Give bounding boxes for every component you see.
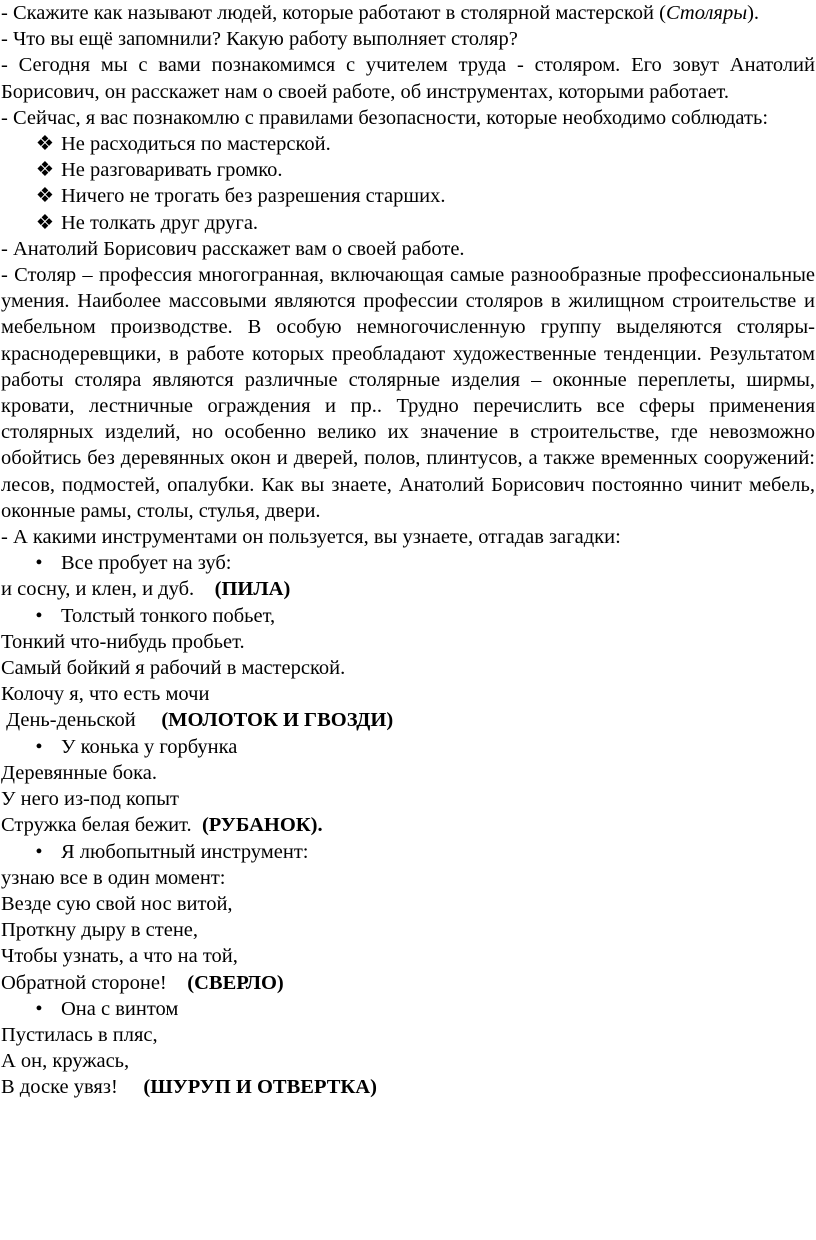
safety-intro-paragraph: - Сейчас, я вас познакомлю с правилами безопасности, которые необходимо соблюдать:	[1, 106, 769, 129]
riddle-1-line-2: и сосну, и клен, и дуб. (ПИЛА)	[1, 578, 291, 601]
diamond-bullet-icon: ❖	[35, 159, 55, 182]
list-item	[1, 996, 815, 1022]
list-item	[1, 183, 815, 209]
riddle-3-line-4: Стружка белая бежит. (РУБАНОК).	[1, 814, 323, 837]
riddle-4-answer: (СВЕРЛО)	[187, 971, 284, 994]
dot-bullet-icon: •	[35, 604, 43, 627]
dot-bullet-icon: •	[35, 735, 43, 758]
riddle-5-list	[1, 996, 815, 1022]
riddle-2-line-2: Тонкий что-нибудь пробьет.	[1, 630, 245, 653]
riddle-2-line-5: День-деньской (МОЛОТОК И ГВОЗДИ)	[6, 709, 394, 732]
riddle-1-answer: (ПИЛА)	[214, 578, 291, 601]
dot-bullet-icon: •	[35, 840, 43, 863]
rule-text: Не разговаривать громко.	[61, 159, 283, 182]
safety-rules-list	[1, 131, 815, 236]
rule-text: Ничего не трогать без разрешения старших.	[61, 185, 446, 208]
riddle-3-line-2: Деревянные бока.	[1, 761, 158, 784]
rule-text: Не толкать друг друга.	[61, 211, 259, 234]
riddle-5-line-3: А он, кружась,	[1, 1050, 130, 1073]
riddle-2-answer: (МОЛОТОК И ГВОЗДИ)	[161, 709, 394, 732]
riddle-3-list	[1, 734, 815, 760]
teacher-intro-paragraph: - Анатолий Борисович расскажет вам о своей работе.	[1, 237, 465, 260]
riddle-3-line-3: У него из-под копыт	[1, 788, 179, 811]
riddle-5-line-4: В доске увяз! (ШУРУП И ОТВЕРТКА)	[1, 1076, 377, 1099]
riddle-3-first-line: У конька у горбунка	[61, 735, 238, 758]
riddle-1-first-line: Все пробует на зуб:	[61, 552, 232, 575]
riddle-4-line-3: Везде сую свой нос витой,	[1, 892, 233, 915]
question-1-text: - Скажите как называют людей, которые работают в столярной мастерской (	[1, 2, 666, 24]
riddle-2-line-4: Колочу я, что есть мочи	[1, 683, 210, 706]
profession-paragraph: - Столяр – профессия многогранная, включающая самые разнообразные профессиональные умения. Наиболее массовыми являются профессии столяров в жилищном строительстве и мебельном производстве. В особую немногочисленную группу выделяются столяры-краснодеревщики, в работе которых преобладают художественные тенденции. Результатом работы столяра являются различные столярные изделия – оконные переплеты, ширмы, кровати, лестничные ограждения и пр.. Трудно перечислить все сферы применения столярных изделий, но особенно велико их значение в строительстве, где невозможно обойтись без деревянных окон и дверей, полов, плинтусов, а также временных сооружений: лесов, подмостей, опалубки. Как вы знаете, Анатолий Борисович постоянно чинит мебель, оконные рамы, столы, стулья, двери.	[1, 264, 815, 522]
riddle-4-list	[1, 839, 815, 865]
diamond-bullet-icon: ❖	[35, 185, 55, 208]
riddle-4-line-4: Проткну дыру в стене,	[1, 919, 199, 942]
question-2: - Что вы ещё запомнили? Какую работу выполняет столяр?	[1, 28, 518, 51]
list-item	[1, 603, 815, 629]
riddle-1-list	[1, 550, 815, 576]
list-item	[1, 210, 815, 236]
riddle-4-first-line: Я любопытный инструмент:	[61, 840, 309, 863]
riddle-5-first-line: Она с винтом	[61, 997, 179, 1020]
dot-bullet-icon: •	[35, 552, 43, 575]
question-1	[1, 0, 815, 26]
list-item	[1, 550, 815, 576]
riddle-5-answer: (ШУРУП И ОТВЕРТКА)	[143, 1076, 377, 1099]
list-item	[1, 157, 815, 183]
riddle-4-line-6: Обратной стороне! (СВЕРЛО)	[1, 971, 284, 994]
riddle-3-answer: (РУБАНОК).	[201, 814, 323, 837]
question-1-answer: Столяры	[665, 2, 748, 24]
riddle-2-list	[1, 603, 815, 629]
list-item	[1, 131, 815, 157]
dot-bullet-icon: •	[35, 997, 43, 1020]
list-item	[1, 839, 815, 865]
riddle-4-line-5: Чтобы узнать, а что на той,	[1, 945, 238, 968]
rule-text: Не расходиться по мастерской.	[61, 133, 331, 156]
diamond-bullet-icon: ❖	[35, 133, 55, 156]
riddles-intro-paragraph: - А какими инструментами он пользуется, вы узнаете, отгадав загадки:	[1, 526, 621, 549]
intro-paragraph: - Сегодня мы с вами познакомимся с учителем труда - столяром. Его зовут Анатолий Борисович, он расскажет нам о своей работе, об инструментах, которыми работает.	[1, 54, 815, 103]
riddle-2-line-3: Самый бойкий я рабочий в мастерской.	[1, 657, 346, 680]
riddle-2-first-line: Толстый тонкого побьет,	[61, 604, 276, 627]
riddle-5-line-2: Пустилась в пляс,	[1, 1023, 158, 1046]
list-item	[1, 734, 815, 760]
riddle-4-line-2: узнаю все в один момент:	[1, 866, 226, 889]
diamond-bullet-icon: ❖	[35, 211, 55, 234]
question-1-end: ).	[747, 2, 760, 24]
